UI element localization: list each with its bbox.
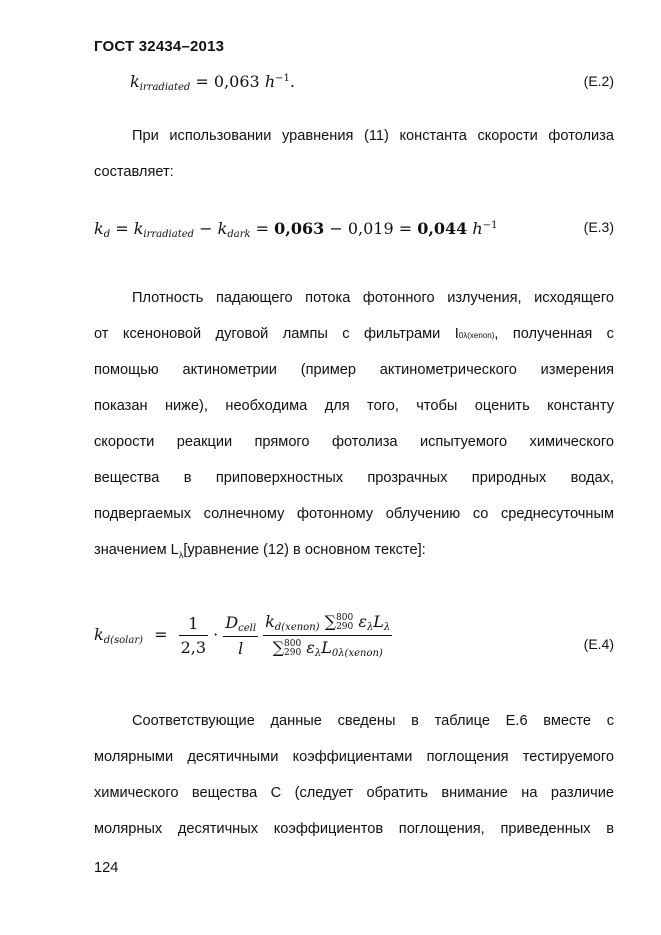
equation-e4-label: (E.4) <box>583 636 614 652</box>
paragraph-3: Соответствующие данные сведены в таблице Е.6 вместе с молярными десятичными коэффициентами поглощения тестируемого химического вещества С (следует обратить внимание на различие молярных десятичных коэффициентов поглощения, приведенных в <box>94 713 614 837</box>
paragraph-2: Плотность падающего потока фотонного излучения, исходящего от ксеноновой дуговой лампы с фильтрами I0λ(xenon), полученная с помощью актинометрии (пример актинометрического измерения показан ниже), необходима для того, чтобы оценить константу скорости реакции прямого фотолиза испытуемого химического вещества в приповерхностных прозрачных природных водах, подвергаемых солнечному фотонному облучению со среднесуточным значением $L_\lambda[уравнение$ (12) в основном тексте]: <box>94 290 614 560</box>
standard-header: ГОСТ 32434–2013 <box>94 38 225 55</box>
equation-e2-label: (E.2) <box>583 73 614 89</box>
equation-e4: $k_{d(solar)}$ = $\frac{1}{2,3}$ · $\frac{D_{cell}}{l}$ $k_{d(xenon)}$ ∑ 800 290 $\varepsilon_\lambda L_\lambda$ ∑ 800 290 $\varepsilon_\lambda L_{0\lambda(xenon)}$ <box>94 612 391 659</box>
page-number: 124 <box>94 860 119 876</box>
equation-e2: $k_{irradiated} = 0,063$ $h^{-1}$. <box>130 72 295 93</box>
fraction-rate-ratio: $k_{d(xenon)}$ ∑ 800 290 $\varepsilon_\lambda L_\lambda$ ∑ 800 290 $\varepsilon_\lambda L_{0\lambda(xenon)}$ <box>265 612 391 659</box>
paragraph-1: При использовании уравнения (11) константа скорости фотолиза составляет: <box>94 128 614 180</box>
fraction-dcell: $\frac{D_{cell}}{l}$ <box>225 613 257 658</box>
equation-e3-label: (E.3) <box>583 219 614 235</box>
equation-e3: $k_d = k_{irradiated} - k_{dark} = 0,063 - 0,019 = 0,044$ $h^{-1}$ <box>94 219 498 240</box>
fraction-one-over: $\frac{1}{2,3}$ <box>180 614 207 657</box>
